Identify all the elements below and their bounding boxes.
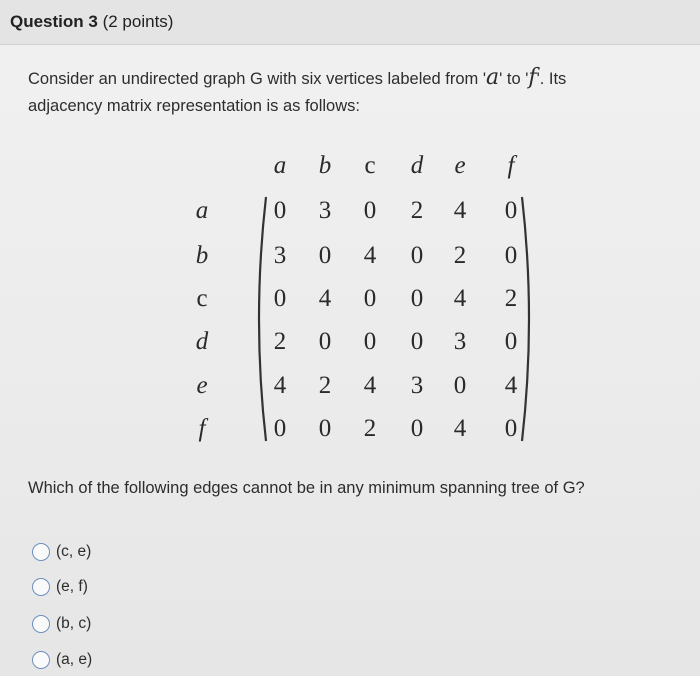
prompt-var-a: a [486, 65, 500, 90]
option-c-e[interactable] [32, 539, 91, 565]
matrix-left-paren [250, 195, 268, 443]
matrix-cell: 4 [273, 372, 287, 399]
question-prompt [28, 64, 668, 120]
option-a-e[interactable] [32, 647, 92, 673]
matrix-cell: 2 [363, 415, 377, 442]
matrix-cell: 0 [504, 197, 518, 224]
option-e-f[interactable] [32, 574, 88, 600]
row-label-f: f [198, 415, 206, 442]
matrix-cell: 0 [504, 242, 518, 269]
matrix-cell: 4 [363, 372, 377, 399]
col-label-c: c [364, 152, 376, 179]
matrix-cell: 3 [453, 328, 467, 355]
matrix-cell: 0 [318, 242, 332, 269]
prompt-text-1: Consider an undirected graph G with six vertices labeled from ' [28, 70, 487, 88]
row-label-a: a [195, 197, 209, 224]
matrix-cell: 0 [318, 328, 332, 355]
radio-button[interactable] [32, 615, 50, 633]
question-number: Question 3 [10, 12, 98, 31]
radio-button[interactable] [32, 543, 50, 561]
matrix-cell: 0 [410, 285, 424, 312]
matrix-cell: 4 [453, 415, 467, 442]
row-label-e: e [196, 372, 208, 399]
radio-button[interactable] [32, 578, 50, 596]
prompt-var-f: f [528, 65, 537, 90]
matrix-cell: 0 [273, 285, 287, 312]
row-label-d: d [195, 328, 209, 355]
matrix-cell: 0 [363, 197, 377, 224]
option-label: (b, c) [56, 615, 92, 632]
matrix-cell: 0 [273, 415, 287, 442]
matrix-cell: 4 [453, 197, 467, 224]
matrix-cell: 0 [504, 415, 518, 442]
col-label-a: a [273, 152, 287, 179]
question-points: (2 points) [102, 12, 174, 31]
question-header [0, 0, 700, 45]
matrix-cell: 2 [273, 328, 287, 355]
row-label-b: b [195, 242, 209, 269]
col-label-f: f [507, 152, 515, 179]
option-label: (e, f) [56, 578, 88, 595]
matrix-cell: 0 [410, 328, 424, 355]
col-label-d: d [410, 152, 424, 179]
matrix-cell: 2 [318, 372, 332, 399]
matrix-cell: 0 [363, 328, 377, 355]
col-label-e: e [454, 152, 466, 179]
prompt-text-2: ' to ' [499, 70, 529, 88]
matrix-cell: 4 [363, 242, 377, 269]
matrix-cell: 2 [453, 242, 467, 269]
matrix-cell: 3 [410, 372, 424, 399]
question-ask: Which of the following edges cannot be in any minimum spanning tree of G? [28, 479, 585, 497]
option-b-c[interactable] [32, 611, 91, 637]
matrix-cell: 4 [453, 285, 467, 312]
matrix-cell: 3 [318, 197, 332, 224]
matrix-cell: 4 [318, 285, 332, 312]
matrix-cell: 0 [504, 328, 518, 355]
matrix-cell: 4 [504, 372, 518, 399]
matrix-cell: 0 [453, 372, 467, 399]
matrix-cell: 2 [504, 285, 518, 312]
radio-button[interactable] [32, 651, 50, 669]
row-label-c: c [196, 285, 208, 312]
col-label-b: b [318, 152, 332, 179]
matrix-cell: 3 [273, 242, 287, 269]
matrix-cell: 2 [410, 197, 424, 224]
prompt-text-3: '. Its [536, 70, 567, 88]
matrix-cell: 0 [410, 242, 424, 269]
question-title [10, 12, 173, 32]
matrix-cell: 0 [410, 415, 424, 442]
option-label: (c, e) [56, 543, 92, 560]
option-label: (a, e) [56, 651, 93, 668]
matrix-cell: 0 [273, 197, 287, 224]
matrix-right-paren [520, 195, 538, 443]
matrix-cell: 0 [363, 285, 377, 312]
matrix-cell: 0 [318, 415, 332, 442]
prompt-text-line2: adjacency matrix representation is as follows: [28, 97, 360, 115]
